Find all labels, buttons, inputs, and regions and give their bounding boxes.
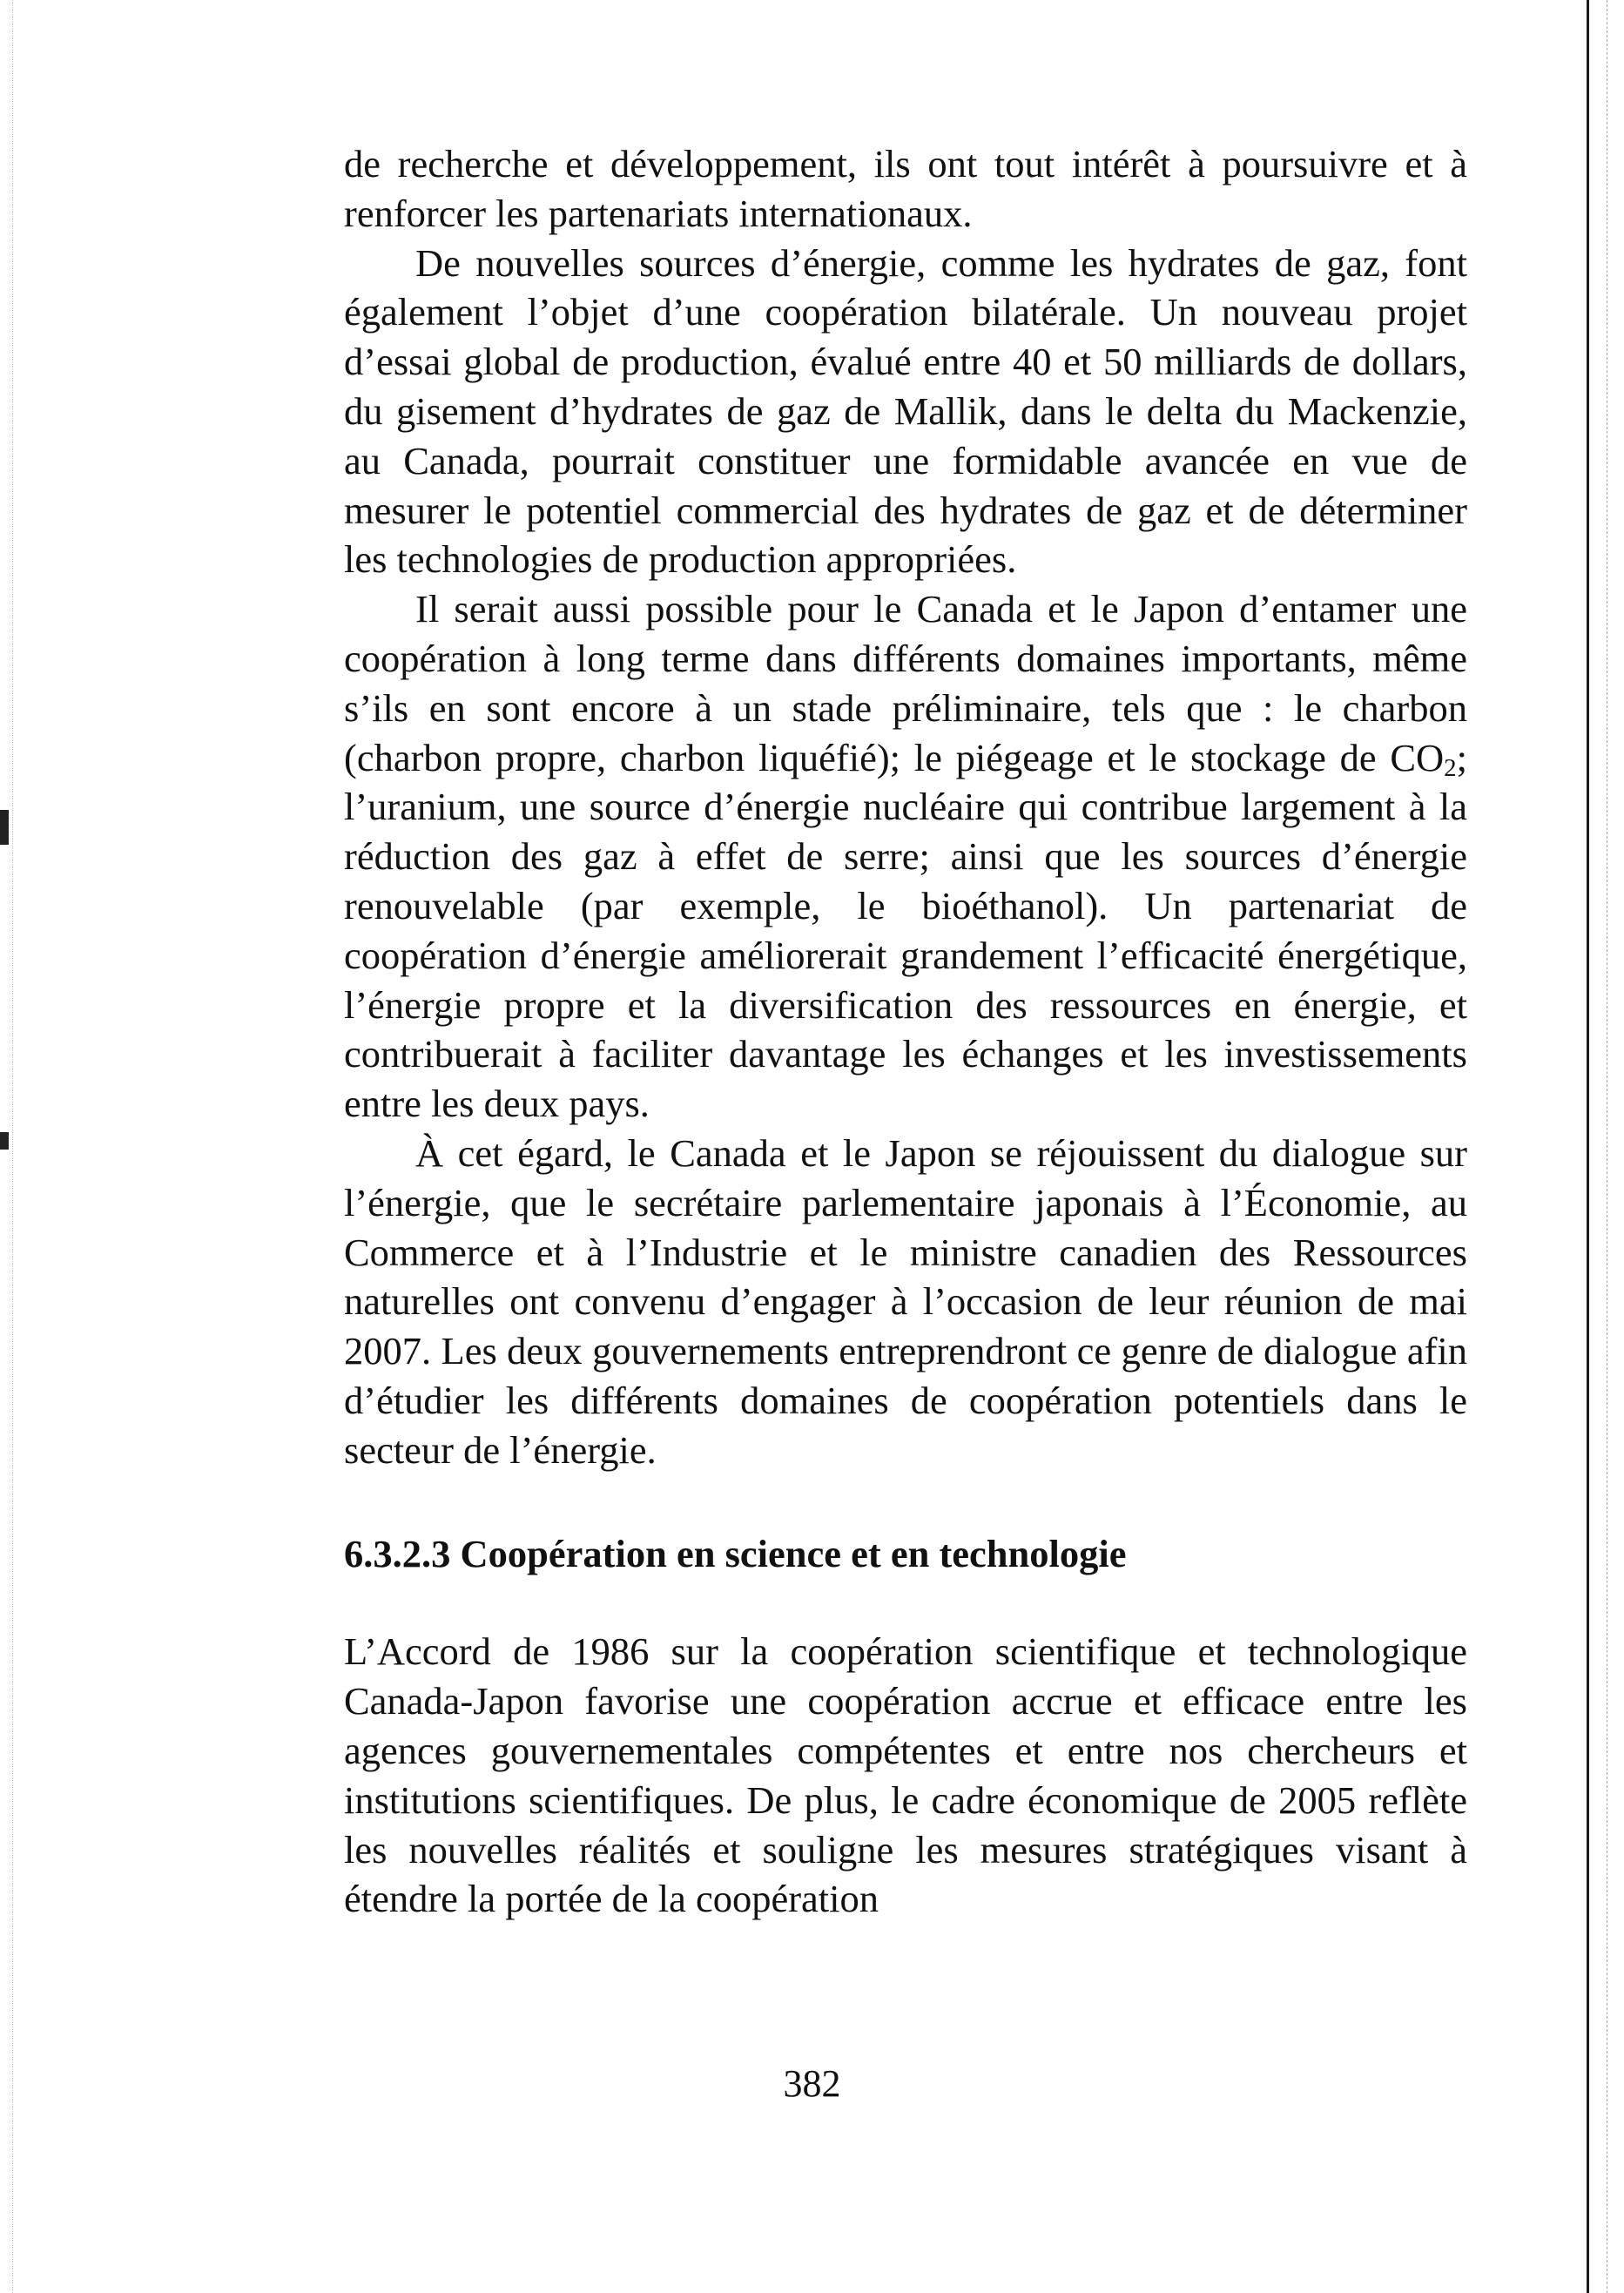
paragraph-gas-hydrates: De nouvelles sources d’énergie, comme les hydrates de gaz, font également l’objet d’une coopération bilatérale. Un nouveau projet d’essai global de production, évalué entre 40 et 50 milliards de dollars, du gisement d’hydrates de gaz de Mallik, dans le delta du Mackenzie, au Canada, pourrait constituer une formidable avancée en vue de mesurer le potentiel commercial des hydrates de gaz et de déterminer les technologies de production appropriées. [344, 240, 1467, 582]
page-number: 382 [783, 2062, 841, 2105]
scan-edge-right-inner [1607, 0, 1608, 2293]
paragraph-energy-cooperation-part2: ; l’uranium, une source d’énergie nucléaire qui contribue largement à la réduction des gaz à effet de serre; ainsi que les sources d’énergie renouvelable (par exemple, le bioéthanol). Un partenariat de coopération d’énergie améliorerait grandement l’efficacité énergétique, l’énergie propre et la diversification des ressources en énergie, et contribuerait à faciliter davantage les échanges et les investissements entre les deux pays. [344, 735, 1467, 1126]
paragraph-energy-cooperation [344, 584, 1467, 1129]
section-heading: 6.3.2.3 Coopération en science et en technologie [344, 1531, 1127, 1575]
page-body [344, 139, 1467, 1924]
scan-mark [0, 810, 9, 845]
scan-edge-right [1587, 0, 1624, 2293]
paragraph-science-cooperation: L’Accord de 1986 sur la coopération scientifique et technologique Canada-Japon favorise une coopération accrue et efficace entre les agences gouvernementales compétentes et entre nos chercheurs et institutions scientifiques. De plus, le cadre économique de 2005 reflète les nouvelles réalités et souligne les mesures stratégiques visant à étendre la portée de la coopération [344, 1629, 1467, 1921]
paragraph-research: de recherche et développement, ils ont tout intérêt à poursuivre et à renforcer les partenariats internationaux. [344, 142, 1467, 235]
section-spacer [344, 1578, 1467, 1627]
paragraph-energy-cooperation-part1: Il serait aussi possible pour le Canada et le Japon d’entamer une coopération à long terme dans différents domaines importants, même s’ils en sont encore à un stade préliminaire, tels que : le charbon (charbon propre, charbon liquéfié); le piégeage et le stockage de CO [344, 587, 1467, 779]
co2-subscript: 2 [1444, 753, 1457, 782]
paragraph-energy-dialogue: À cet égard, le Canada et le Japon se réjouissent du dialogue sur l’énergie, que le secrétaire parlementaire japonais à l’Économie, au Commerce et à l’Industrie et le ministre canadien des Ressources naturelles ont convenu d’engager à l’occasion de leur réunion de mai 2007. Les deux gouvernements entreprendront ce genre de dialogue afin d’étudier les différents domaines de coopération potentiels dans le secteur de l’énergie. [344, 1130, 1467, 1472]
scan-mark [0, 1132, 9, 1150]
section-spacer [344, 1475, 1467, 1529]
